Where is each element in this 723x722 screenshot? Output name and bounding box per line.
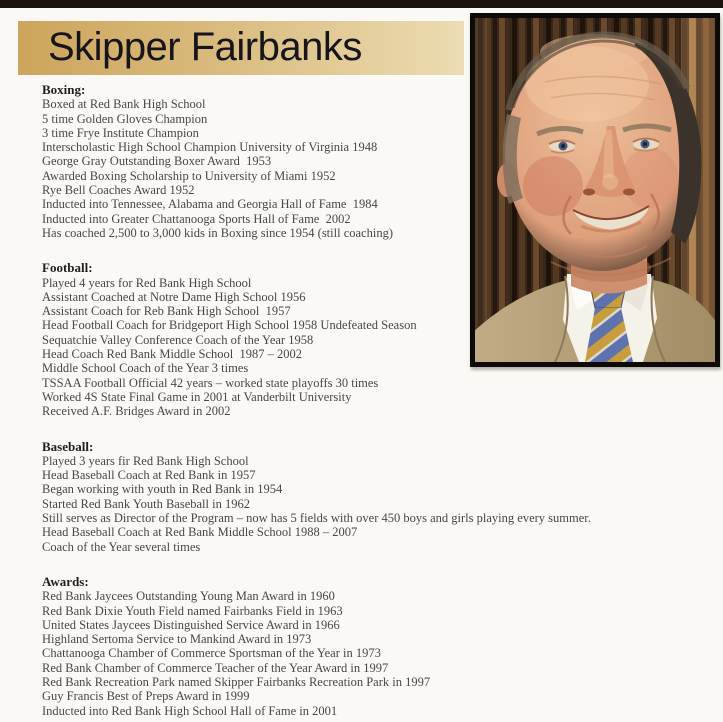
bio-line: Middle School Coach of the Year 3 times	[42, 361, 249, 376]
bio-line: Chattanooga Chamber of Commerce Sportsman of the Year in 1973	[42, 646, 381, 661]
bio-line: 5 time Golden Gloves Champion	[42, 111, 208, 126]
section-lines	[42, 454, 702, 554]
bio-line: Boxed at Red Bank High School	[42, 97, 206, 112]
bio-line: Coach of the Year several times	[42, 539, 201, 554]
section-baseball	[42, 440, 702, 554]
top-border-bar	[0, 0, 723, 8]
section-lines	[42, 589, 702, 718]
bio-line: Inducted into Greater Chattanooga Sports Hall of Fame 2002	[42, 211, 351, 226]
bio-line: Began working with youth in Red Bank in 1954	[42, 482, 283, 497]
bio-line: Inducted into Red Bank High School Hall of Fame in 2001	[42, 703, 338, 718]
bio-line: Interscholastic High School Champion University of Virginia 1948	[42, 140, 378, 155]
bio-line: Awarded Boxing Scholarship to University of Miami 1952	[42, 168, 336, 183]
bio-content	[42, 83, 702, 718]
title-banner	[18, 21, 464, 75]
section-lines	[42, 276, 702, 419]
bio-line: Inducted into Tennessee, Alabama and Georgia Hall of Fame 1984	[42, 197, 378, 212]
bio-line: Started Red Bank Youth Baseball in 1962	[42, 496, 250, 511]
bio-line: Head Baseball Coach at Red Bank Middle School 1988 – 2007	[42, 525, 358, 540]
page-title: Skipper Fairbanks	[48, 24, 362, 69]
bio-line: Worked 4S State Final Game in 2001 at Vanderbilt University	[42, 389, 352, 404]
bio-line: Received A.F. Bridges Award in 2002	[42, 404, 231, 419]
bio-line: Highland Sertoma Service to Mankind Award in 1973	[42, 632, 312, 647]
bio-line: Has coached 2,500 to 3,000 kids in Boxing since 1954 (still coaching)	[42, 225, 393, 240]
section-football	[42, 261, 702, 418]
bio-line: Red Bank Chamber of Commerce Teacher of the Year Award in 1997	[42, 660, 389, 675]
bio-line: 3 time Frye Institute Champion	[42, 125, 199, 140]
bio-line: Still serves as Director of the Program – now has 5 fields with over 450 boys and girls playing every summer.	[42, 511, 591, 526]
bio-line: Red Bank Dixie Youth Field named Fairbanks Field in 1963	[42, 603, 343, 618]
section-heading: Boxing:	[42, 82, 86, 97]
bio-line: Head Coach Red Bank Middle School 1987 – 2002	[42, 347, 303, 362]
section-heading: Football:	[42, 260, 93, 276]
bio-line: Red Bank Jaycees Outstanding Young Man Award in 1960	[42, 589, 335, 604]
section-heading: Baseball:	[42, 438, 94, 454]
bio-line: Guy Francis Best of Preps Award in 1999	[42, 689, 250, 704]
bio-line: Played 3 years fir Red Bank High School	[42, 453, 249, 468]
bio-line: Red Bank Recreation Park named Skipper Fairbanks Recreation Park in 1997	[42, 674, 431, 689]
bio-line: Played 4 years for Red Bank High School	[42, 275, 252, 290]
bio-line: Head Baseball Coach at Red Bank in 1957	[42, 468, 256, 483]
bio-line: Rye Bell Coaches Award 1952	[42, 183, 195, 198]
section-awards	[42, 575, 702, 718]
bio-line: Assistant Coach for Reb Bank High School 1957	[42, 304, 291, 319]
section-boxing	[42, 83, 702, 240]
bio-line: Assistant Coached at Notre Dame High School 1956	[42, 289, 306, 304]
section-lines	[42, 97, 702, 240]
bio-line: Sequatchie Valley Conference Coach of the Year 1958	[42, 332, 314, 347]
bio-line: Head Football Coach for Bridgeport High School 1958 Undefeated Season	[42, 318, 417, 333]
bio-line: George Gray Outstanding Boxer Award 1953	[42, 154, 272, 169]
bio-line: United States Jaycees Distinguished Service Award in 1966	[42, 617, 340, 632]
bio-line: TSSAA Football Official 42 years – worked state playoffs 30 times	[42, 375, 379, 390]
section-heading: Awards:	[42, 573, 89, 589]
